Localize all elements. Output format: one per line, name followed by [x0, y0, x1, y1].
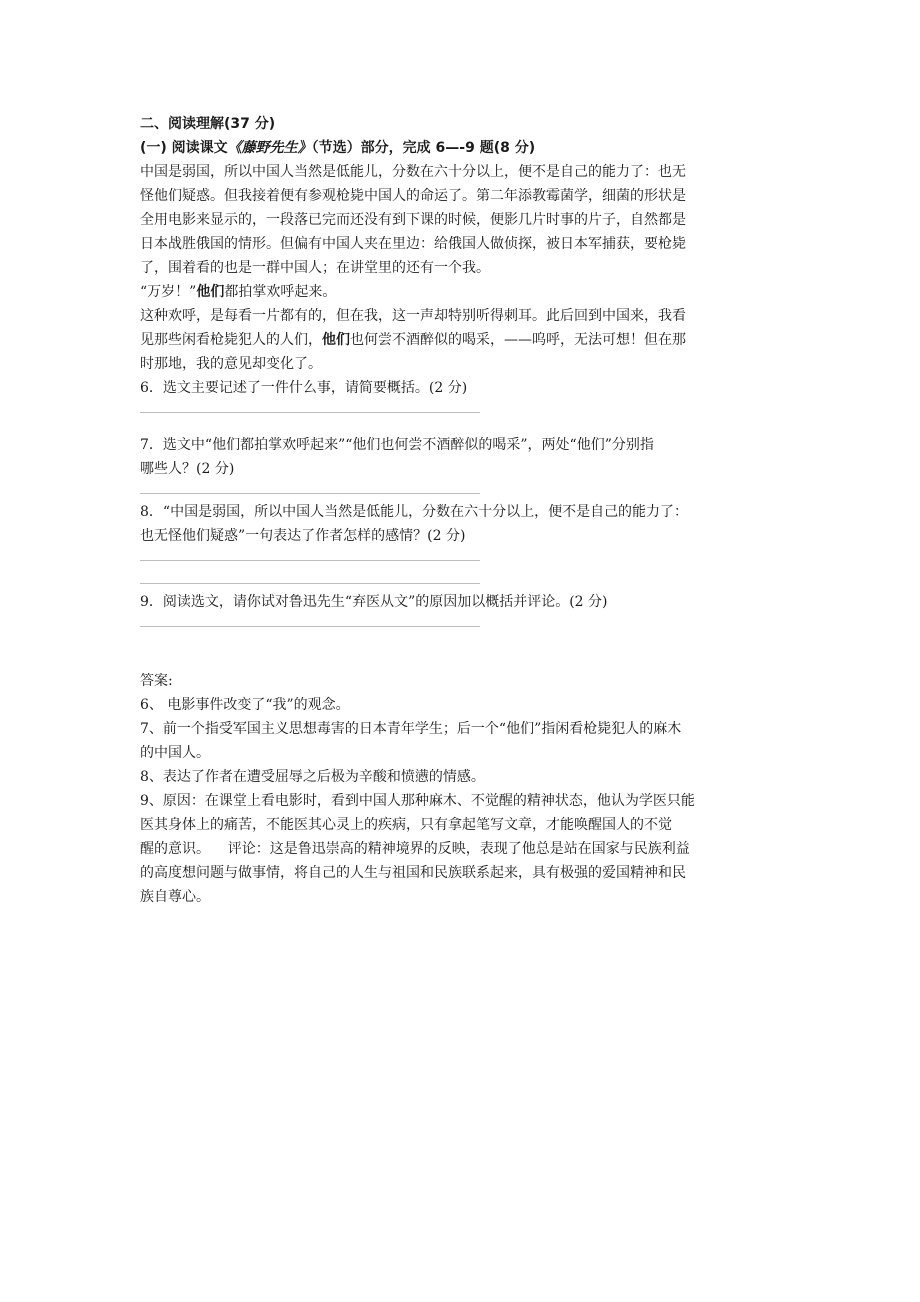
question-text: 哪些人？(2 分)	[140, 461, 235, 477]
passage-line: 怪他们疑惑。但我接着便有参观枪毙中国人的命运了。第二年添教霉菌学，细菌的形状是	[140, 188, 686, 204]
passage	[140, 160, 790, 376]
question-text: 7．选文中“他们都拍掌欢呼起来”“他们也何尝不酒醉似的喝采”，两处“他们”分别指	[140, 437, 654, 453]
passage-line: 时那地，我的意见却变化了。	[140, 356, 322, 372]
answer-9-cont: 医其身体上的痛苦，不能医其心灵上的疾病，只有拿起笔写文章，才能唤醒国人的不觉	[140, 817, 672, 833]
passage-segment: 也何尝不酒醉似的喝采，——呜呼，无法可想！但在那	[350, 332, 686, 348]
question-9	[140, 590, 790, 627]
question-text: 8．“中国是弱国，所以中国人当然是低能儿，分数在六十分以上，便不是自己的能力了：	[140, 504, 689, 520]
passage-line	[140, 328, 790, 352]
section-subtitle	[140, 136, 790, 160]
question-text: 6．选文主要记述了一件什么事，请简要概括。(2 分)	[140, 380, 468, 396]
cheer-rest: 都拍掌欢呼起来。	[224, 284, 337, 300]
passage-line: 了，围着看的也是一群中国人；在讲堂里的还有一个我。	[140, 260, 490, 276]
answer-9: 9、原因：在课堂上看电影时，看到中国人那种麻木、不觉醒的精神状态，他认为学医只能	[140, 793, 695, 809]
answer-8: 8、表达了作者在遭受屈辱之后极为辛酸和愤懑的情感。	[140, 769, 485, 785]
passage-cheer-line	[140, 280, 790, 304]
answers-heading: 答案:	[140, 673, 173, 689]
document-page	[140, 112, 790, 909]
answer-9-cont: 醒的意识。 评论：这是鲁迅崇高的精神境界的反映，表现了他总是站在国家与民族利益	[140, 841, 690, 857]
answer-9-cont: 的高度想问题与做事情，将自己的人生与祖国和民族联系起来，具有极强的爱国精神和民	[140, 865, 686, 881]
passage-they-bold: 他们	[322, 332, 350, 348]
answer-7: 7、前一个指受军国主义思想毒害的日本青年学生；后一个“他们”指闲看枪毙犯人的麻木	[140, 721, 682, 737]
question-7	[140, 433, 790, 500]
answer-6: 6、 电影事件改变了“我”的观念。	[140, 697, 350, 713]
question-8	[140, 500, 790, 590]
question-text: 也无怪他们疑惑”一句表达了作者怎样的感情？(2 分)	[140, 528, 466, 544]
passage-segment: 见那些闲看枪毙犯人的人们，	[140, 332, 322, 348]
answer-7-cont: 的中国人。	[140, 745, 210, 761]
passage-line: 这种欢呼，是每看一片都有的，但在我，这一声却特别听得刺耳。此后回到中国来，我看	[140, 308, 686, 324]
section-title: 二、阅读理解(37 分)	[140, 116, 276, 132]
subtitle-prefix: (一) 阅读课文	[140, 140, 228, 156]
cheer-they-bold: 他们	[196, 284, 225, 300]
answers-section	[140, 669, 790, 909]
answer-9-cont: 族自尊心。	[140, 889, 210, 905]
subtitle-suffix: （节选）部分，完成 6—-9 题(8 分)	[311, 140, 536, 156]
subtitle-book-title: 《藤野先生》	[227, 140, 312, 156]
question-6	[140, 376, 790, 423]
passage-line: 中国是弱国，所以中国人当然是低能儿，分数在六十分以上，便不是自己的能力了：也无	[140, 164, 686, 180]
cheer-quote: “万岁！”	[140, 284, 197, 300]
passage-line: 全用电影来显示的，一段落已完而还没有到下课的时候，便影几片时事的片子，自然都是	[140, 212, 686, 228]
passage-line: 日本战胜俄国的情形。但偏有中国人夹在里边：给俄国人做侦探，被日本军捕获，要枪毙	[140, 236, 686, 252]
question-text: 9．阅读选文，请你试对鲁迅先生“弃医从文”的原因加以概括并评论。(2 分)	[140, 594, 608, 610]
